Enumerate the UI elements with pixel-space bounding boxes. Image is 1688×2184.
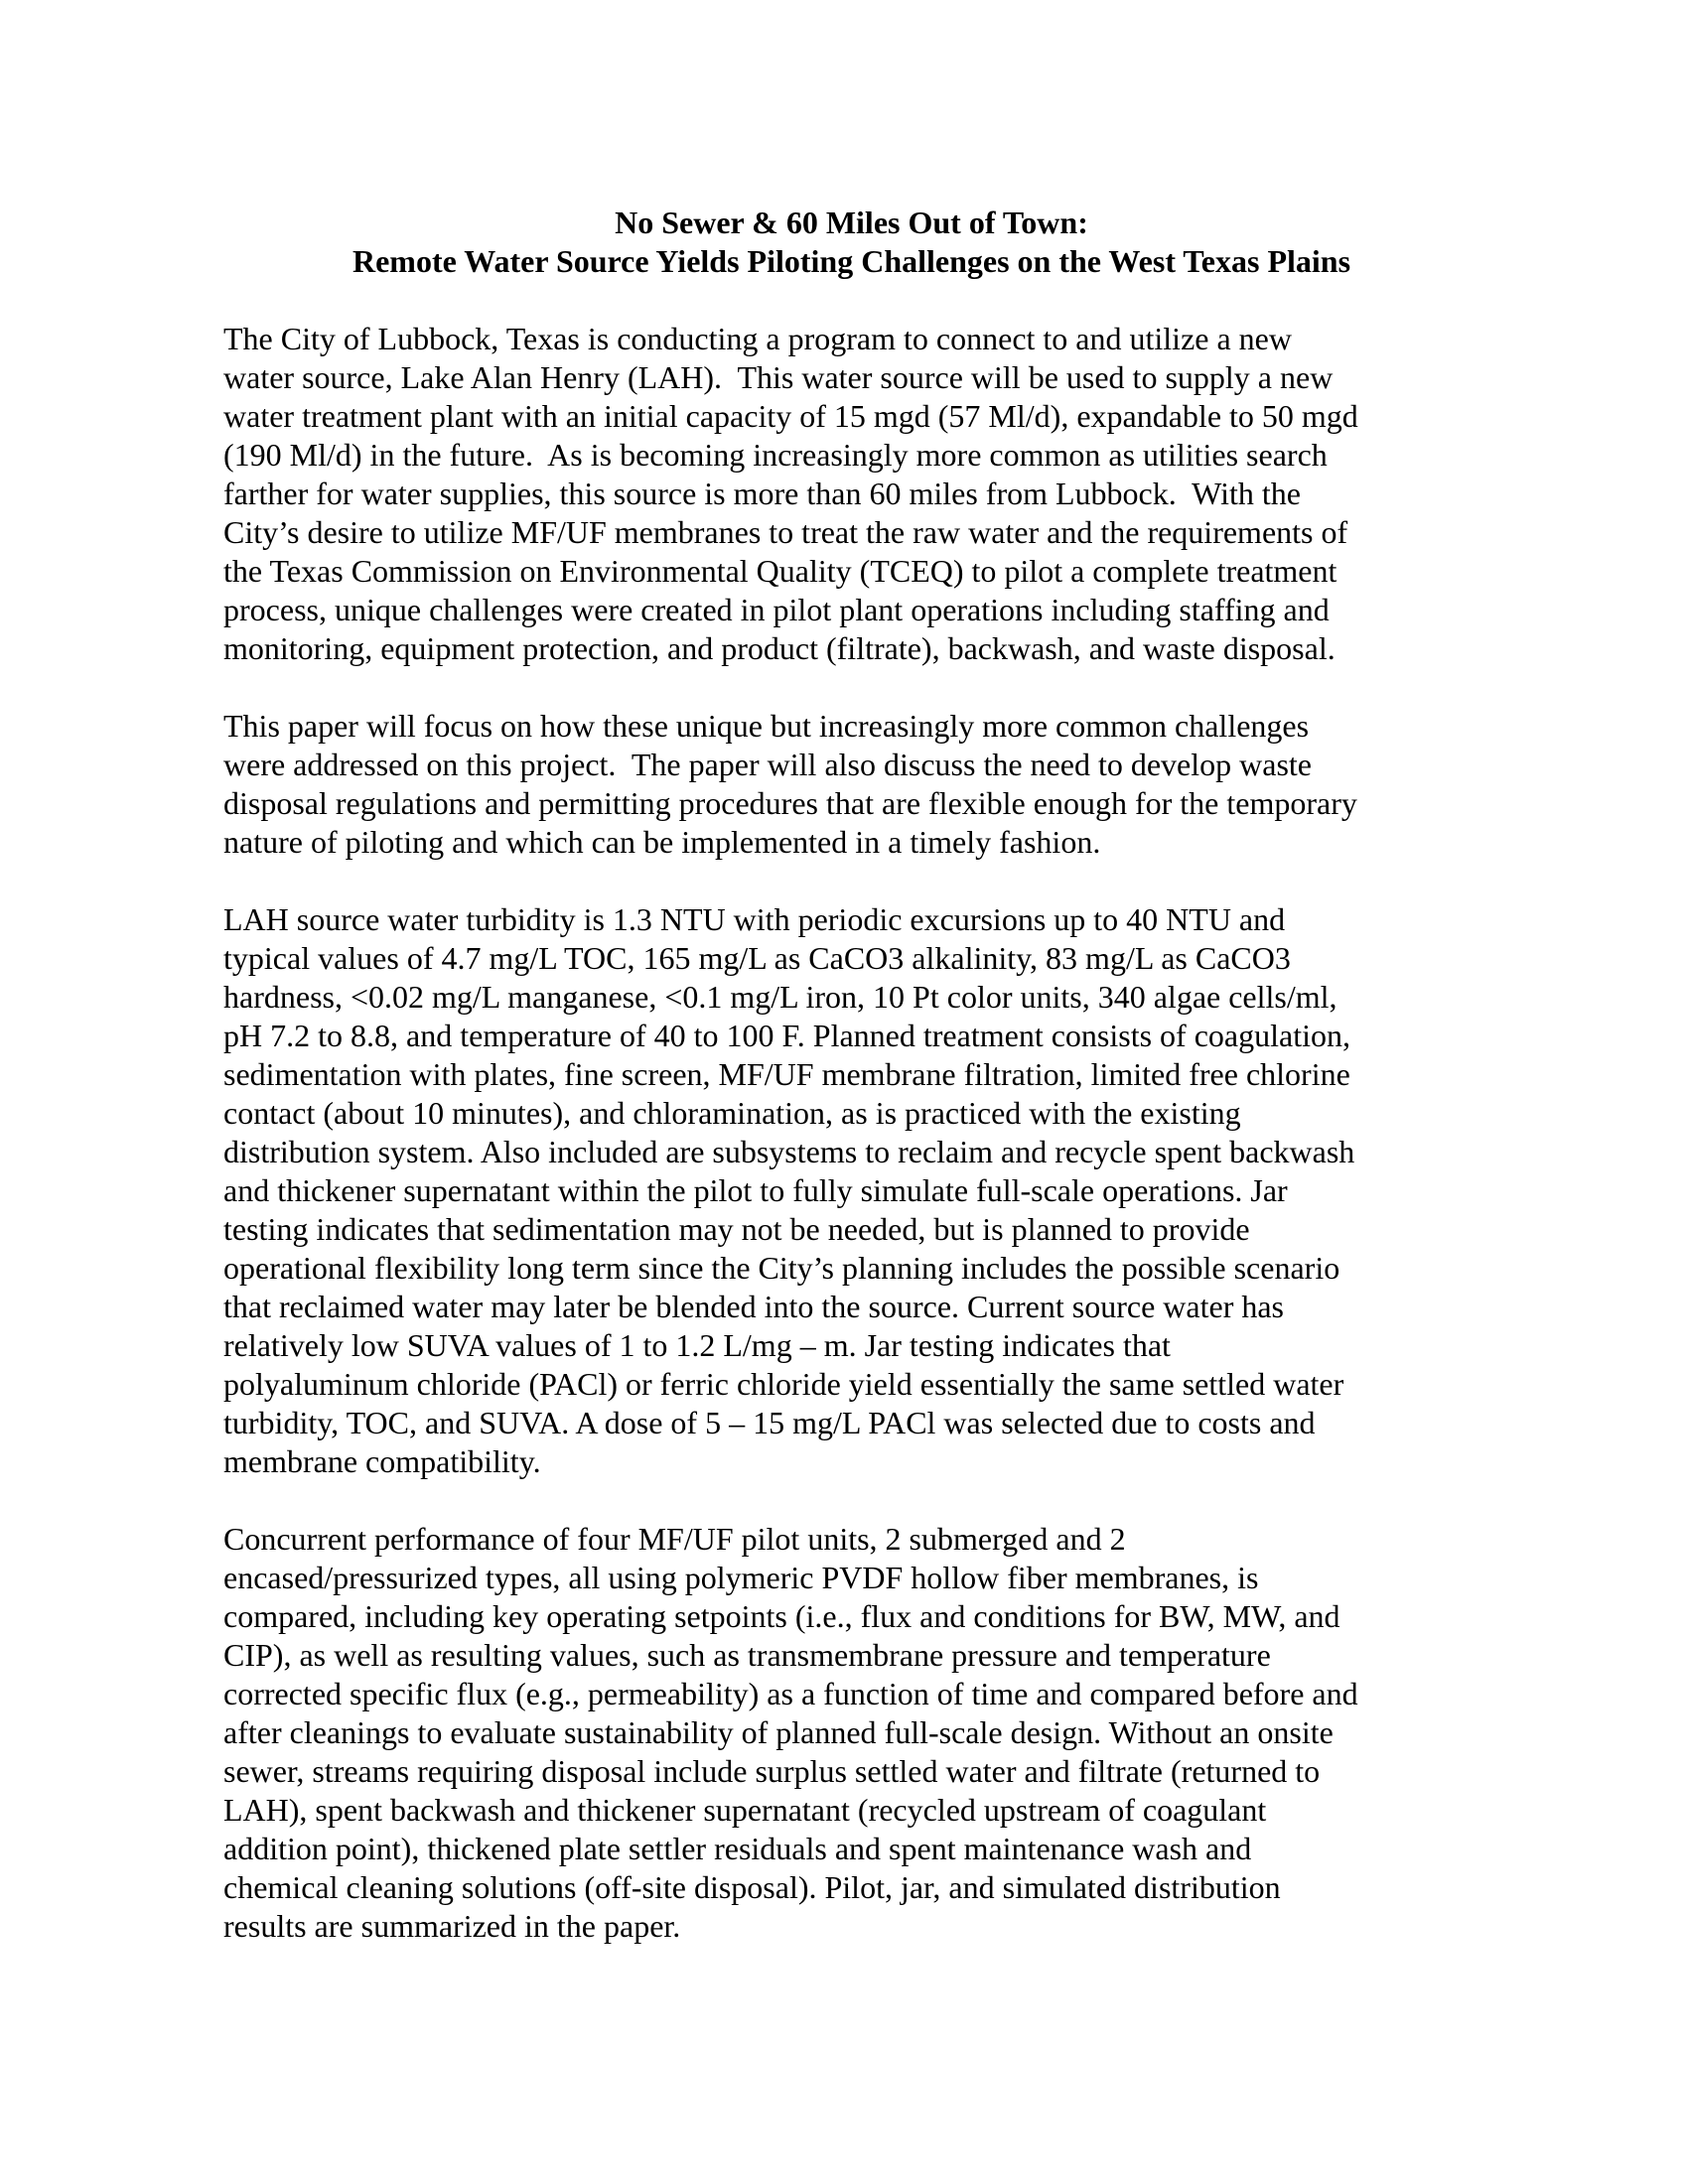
text-line: were addressed on this project. The paper will also discuss the need to develop waste xyxy=(223,747,1312,782)
text-line: disposal regulations and permitting procedures that are flexible enough for the temporary xyxy=(223,785,1357,821)
text-line: the Texas Commission on Environmental Quality (TCEQ) to pilot a complete treatment xyxy=(223,553,1337,589)
text-line: after cleanings to evaluate sustainability of planned full-scale design. Without an onsite xyxy=(223,1714,1334,1750)
text-line: and thickener supernatant within the pilot to fully simulate full-scale operations. Jar xyxy=(223,1172,1288,1208)
text-line: This paper will focus on how these unique but increasingly more common challenges xyxy=(223,708,1310,744)
text-line: The City of Lubbock, Texas is conducting a program to connect to and utilize a new xyxy=(223,321,1292,356)
paragraph xyxy=(223,320,1479,668)
text-line: sewer, streams requiring disposal include surplus settled water and filtrate (returned to xyxy=(223,1753,1321,1789)
text-line: process, unique challenges were created in pilot plant operations including staffing and xyxy=(223,592,1330,627)
text-line: water treatment plant with an initial capacity of 15 mgd (57 Ml/d), expandable to 50 mgd xyxy=(223,398,1358,434)
text-line: turbidity, TOC, and SUVA. A dose of 5 – 15 mg/L PACl was selected due to costs and xyxy=(223,1405,1316,1440)
text-line: chemical cleaning solutions (off-site disposal). Pilot, jar, and simulated distribution xyxy=(223,1869,1281,1905)
text-line: LAH source water turbidity is 1.3 NTU with periodic excursions up to 40 NTU and xyxy=(223,901,1286,937)
text-line: relatively low SUVA values of 1 to 1.2 L/mg – m. Jar testing indicates that xyxy=(223,1327,1171,1363)
document-title-line: Remote Water Source Yields Piloting Challenges on the West Texas Plains xyxy=(352,243,1351,279)
text-line: membrane compatibility. xyxy=(223,1443,541,1479)
text-line: polyaluminum chloride (PACl) or ferric chloride yield essentially the same settled water xyxy=(223,1366,1344,1402)
text-line: sedimentation with plates, fine screen, MF/UF membrane filtration, limited free chlorine xyxy=(223,1056,1350,1092)
text-line: compared, including key operating setpoints (i.e., flux and conditions for BW, MW, and xyxy=(223,1598,1340,1634)
text-line: testing indicates that sedimentation may not be needed, but is planned to provide xyxy=(223,1211,1250,1247)
text-line: LAH), spent backwash and thickener supernatant (recycled upstream of coagulant xyxy=(223,1792,1267,1828)
text-line: Concurrent performance of four MF/UF pilot units, 2 submerged and 2 xyxy=(223,1521,1126,1557)
document-title xyxy=(223,204,1479,281)
text-line: water source, Lake Alan Henry (LAH). This water source will be used to supply a new xyxy=(223,359,1334,395)
abstract-paragraphs xyxy=(223,320,1479,1946)
text-line: encased/pressurized types, all using polymeric PVDF hollow fiber membranes, is xyxy=(223,1560,1259,1595)
text-line: operational flexibility long term since the City’s planning includes the possible scenario xyxy=(223,1250,1340,1286)
text-line: pH 7.2 to 8.8, and temperature of 40 to 100 F. Planned treatment consists of coagulation, xyxy=(223,1018,1350,1053)
text-line: farther for water supplies, this source is more than 60 miles from Lubbock. With the xyxy=(223,476,1301,511)
text-line: results are summarized in the paper. xyxy=(223,1908,681,1944)
paragraph xyxy=(223,707,1479,862)
text-line: monitoring, equipment protection, and product (filtrate), backwash, and waste disposal. xyxy=(223,630,1336,666)
document-title-line: No Sewer & 60 Miles Out of Town: xyxy=(615,205,1088,240)
text-line: corrected specific flux (e.g., permeability) as a function of time and compared before and xyxy=(223,1676,1358,1711)
paragraph xyxy=(223,1520,1479,1946)
text-line: nature of piloting and which can be implemented in a timely fashion. xyxy=(223,824,1101,860)
text-line: CIP), as well as resulting values, such as transmembrane pressure and temperature xyxy=(223,1637,1271,1673)
text-line: contact (about 10 minutes), and chloramination, as is practiced with the existing xyxy=(223,1095,1241,1131)
text-line: (190 Ml/d) in the future. As is becoming increasingly more common as utilities search xyxy=(223,437,1328,473)
text-line: City’s desire to utilize MF/UF membranes to treat the raw water and the requirements of xyxy=(223,514,1348,550)
text-line: typical values of 4.7 mg/L TOC, 165 mg/L as CaCO3 alkalinity, 83 mg/L as CaCO3 xyxy=(223,940,1291,976)
text-line: distribution system. Also included are subsystems to reclaim and recycle spent backwash xyxy=(223,1134,1355,1169)
text-line: hardness, <0.02 mg/L manganese, <0.1 mg/L iron, 10 Pt color units, 340 algae cells/ml, xyxy=(223,979,1337,1015)
text-column xyxy=(223,204,1479,1946)
paragraph xyxy=(223,900,1479,1481)
text-line: addition point), thickened plate settler residuals and spent maintenance wash and xyxy=(223,1831,1252,1866)
text-line: that reclaimed water may later be blended into the source. Current source water has xyxy=(223,1289,1284,1324)
